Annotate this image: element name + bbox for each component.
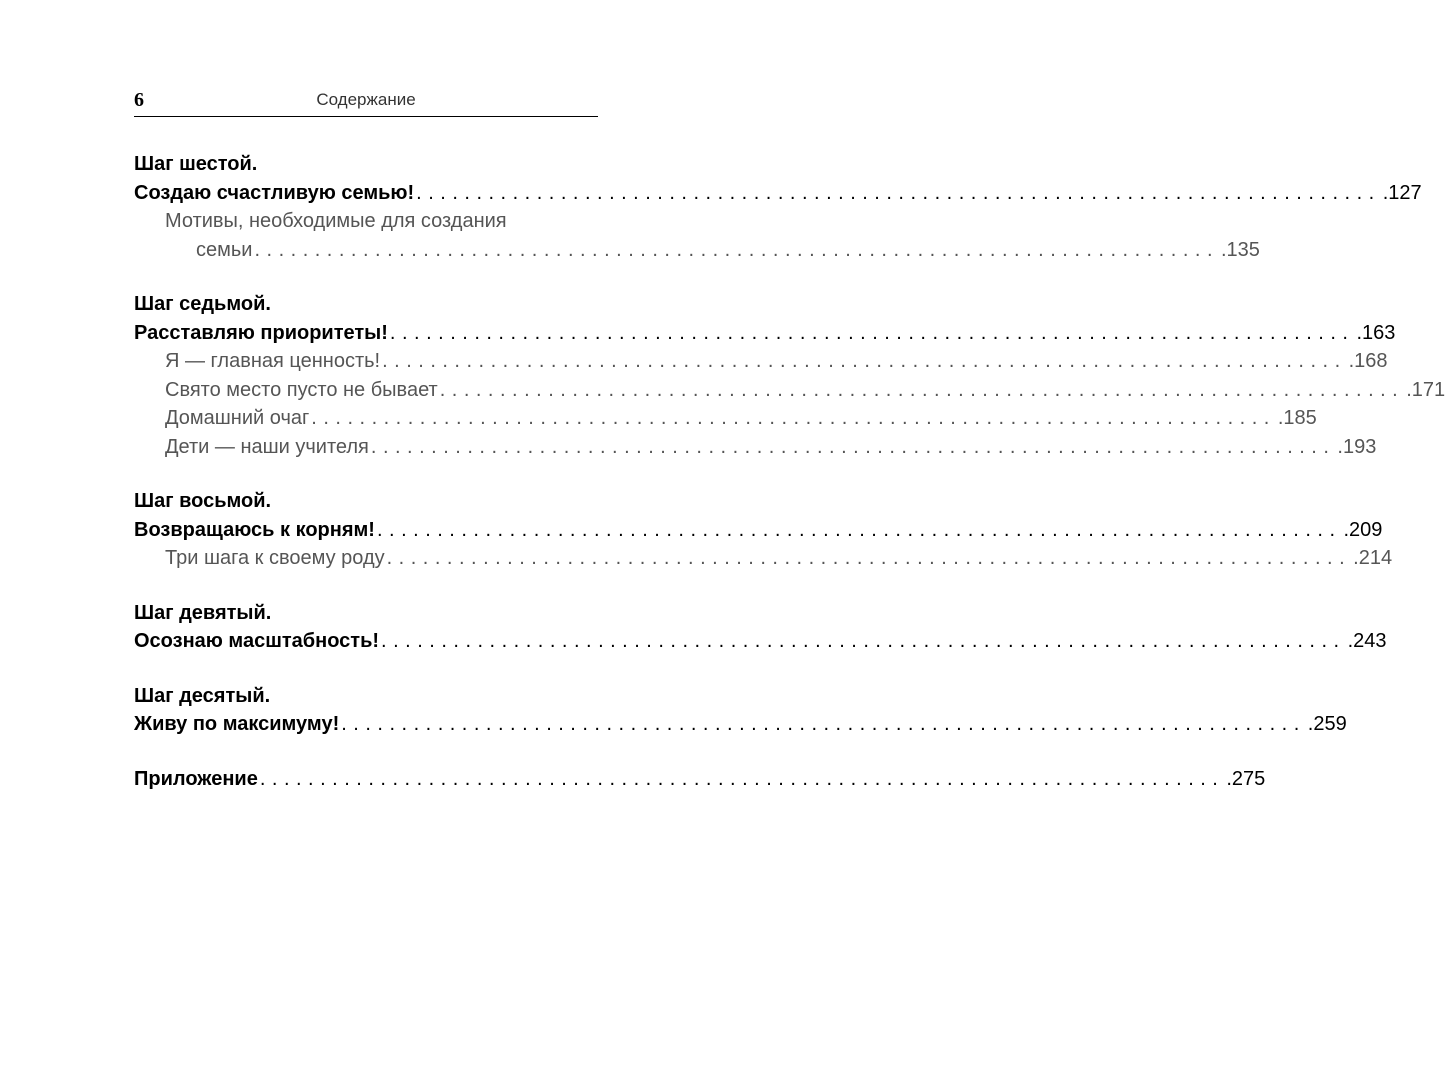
chapter-title: Живу по максимуму! bbox=[134, 713, 340, 735]
subsection-title: Свято место пусто не бывает bbox=[165, 378, 438, 401]
leader-dots: ................................................................................ bbox=[341, 713, 1306, 735]
toc-chapter-entry[interactable] bbox=[134, 179, 1422, 208]
subsection-title-line1[interactable]: Мотивы, необходимые для создания bbox=[165, 210, 507, 232]
leader-dots: ................................................................................ bbox=[382, 350, 1347, 372]
toc-step bbox=[134, 150, 1422, 264]
leader-dots: ................................................................................ bbox=[439, 378, 1405, 401]
toc-chapter-entry[interactable] bbox=[134, 516, 1383, 545]
page-ref: .168 bbox=[1348, 350, 1388, 372]
leader-dots: ................................................................................ bbox=[370, 435, 1336, 458]
leader-dots: ................................................................................ bbox=[381, 630, 1346, 652]
toc-step bbox=[134, 487, 1393, 573]
page-ref: .193 bbox=[1337, 435, 1377, 458]
subsection-title: Я — главная ценность! bbox=[165, 350, 381, 372]
toc-subsection-entry[interactable] bbox=[134, 347, 1388, 376]
header-rule bbox=[134, 116, 598, 117]
page-number: 6 bbox=[134, 89, 144, 111]
toc-step bbox=[134, 290, 1445, 461]
toc-step bbox=[134, 599, 1387, 656]
chapter-title: Создаю счастливую семью! bbox=[134, 181, 415, 204]
page-ref: .171 bbox=[1406, 378, 1445, 401]
leader-dots: ................................................................................ bbox=[259, 767, 1225, 790]
toc-subsection-entry[interactable] bbox=[134, 236, 1260, 265]
toc-chapter-entry[interactable] bbox=[134, 710, 1347, 739]
appendix-title: Приложение bbox=[134, 767, 258, 790]
page-ref: .209 bbox=[1343, 518, 1383, 541]
page-ref: .214 bbox=[1353, 547, 1393, 569]
page-ref: .185 bbox=[1277, 407, 1317, 429]
subsection-title: Домашний очаг bbox=[165, 407, 310, 429]
page-ref: .243 bbox=[1347, 630, 1387, 652]
subsection-title: Дети — наши учителя bbox=[165, 435, 369, 458]
page-ref: .259 bbox=[1307, 713, 1347, 735]
page-header bbox=[134, 86, 598, 116]
chapter-title: Осознаю масштабность! bbox=[134, 630, 380, 652]
toc-subsection-entry[interactable] bbox=[134, 404, 1317, 433]
step-title: Шаг шестой. bbox=[134, 153, 258, 175]
toc-subsection-entry[interactable] bbox=[134, 544, 1393, 573]
toc-chapter-entry[interactable] bbox=[134, 627, 1387, 656]
leader-dots: ................................................................................ bbox=[376, 518, 1342, 541]
toc-step bbox=[134, 682, 1347, 739]
subsection-title-line2: семьи bbox=[196, 238, 253, 261]
page-ref: .135 bbox=[1221, 238, 1260, 261]
page-ref: .163 bbox=[1356, 321, 1396, 344]
step-title: Шаг десятый. bbox=[134, 684, 271, 707]
running-title: Содержание bbox=[316, 90, 416, 109]
toc-appendix-entry[interactable] bbox=[134, 765, 1266, 794]
leader-dots: ................................................................................ bbox=[254, 238, 1219, 261]
table-of-contents bbox=[134, 150, 1445, 819]
leader-dots: ................................................................................ bbox=[416, 181, 1381, 204]
step-title: Шаг седьмой. bbox=[134, 293, 271, 315]
page-ref: .275 bbox=[1226, 767, 1266, 790]
step-title: Шаг девятый. bbox=[134, 601, 272, 624]
subsection-title: Три шага к своему роду bbox=[165, 547, 385, 569]
toc-subsection-entry[interactable] bbox=[134, 376, 1445, 405]
leader-dots: ................................................................................ bbox=[389, 321, 1355, 344]
chapter-title: Расставляю приоритеты! bbox=[134, 321, 388, 344]
leader-dots: ................................................................................ bbox=[311, 407, 1276, 429]
toc-subsection-entry[interactable] bbox=[134, 433, 1377, 462]
page-ref: .127 bbox=[1382, 181, 1422, 204]
toc-appendix bbox=[134, 765, 1266, 794]
step-title: Шаг восьмой. bbox=[134, 490, 272, 512]
leader-dots: ................................................................................ bbox=[386, 547, 1352, 569]
toc-chapter-entry[interactable] bbox=[134, 319, 1396, 348]
chapter-title: Возвращаюсь к корням! bbox=[134, 518, 375, 541]
